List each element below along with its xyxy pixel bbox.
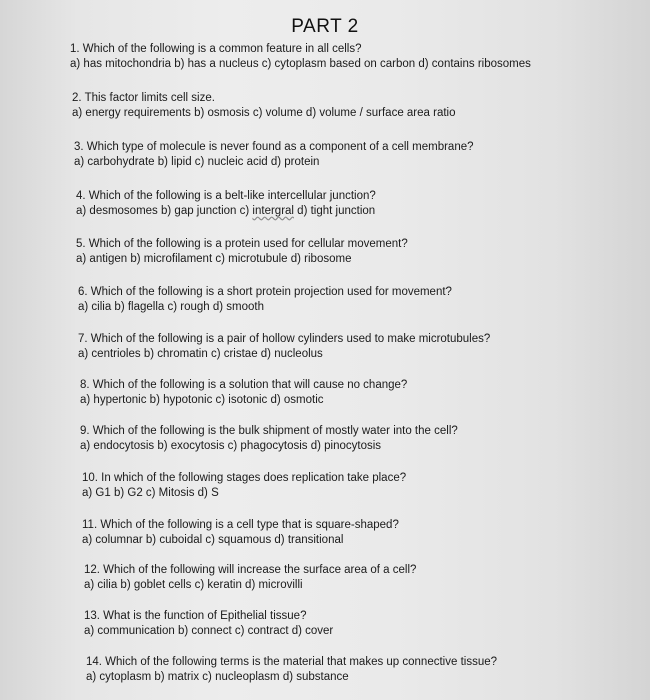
question-text: 12. Which of the following will increase the surface area of a cell? xyxy=(84,564,417,576)
answer-options: a) has mitochondria b) has a nucleus c) cytoplasm based on carbon d) contains ribosomes xyxy=(70,58,531,70)
question-text: 10. In which of the following stages does replication take place? xyxy=(82,472,407,484)
question-text: 8. Which of the following is a solution that will cause no change? xyxy=(80,379,408,391)
answer-options: a) cilia b) goblet cells c) keratin d) microvilli xyxy=(84,579,303,591)
question-text: 13. What is the function of Epithelial tissue? xyxy=(84,610,307,622)
question-9 xyxy=(80,424,458,454)
question-3 xyxy=(74,140,474,170)
question-1 xyxy=(70,42,531,72)
question-6 xyxy=(78,285,452,315)
question-text: 7. Which of the following is a pair of hollow cylinders used to make microtubules? xyxy=(78,333,491,345)
question-text: 5. Which of the following is a protein used for cellular movement? xyxy=(76,238,408,250)
answer-options xyxy=(76,204,376,219)
answer-options: a) carbohydrate b) lipid c) nucleic acid d) protein xyxy=(74,156,320,168)
question-10 xyxy=(82,471,406,501)
question-text: 1. Which of the following is a common feature in all cells? xyxy=(70,43,362,55)
question-5 xyxy=(76,237,408,267)
question-text: 14. Which of the following terms is the material that makes up connective tissue? xyxy=(86,656,498,668)
question-14 xyxy=(86,655,497,685)
question-text: 3. Which type of molecule is never found as a component of a cell membrane? xyxy=(74,141,474,153)
question-13 xyxy=(84,609,333,639)
question-text: 6. Which of the following is a short protein projection used for movement? xyxy=(78,286,452,298)
question-text: 11. Which of the following is a cell type that is square-shaped? xyxy=(82,519,399,531)
misspelled-word: intergral xyxy=(252,205,294,217)
question-11 xyxy=(82,518,399,548)
answer-options: a) communication b) connect c) contract d) cover xyxy=(84,625,334,637)
question-2 xyxy=(72,91,456,121)
question-7 xyxy=(78,332,490,362)
question-12 xyxy=(84,563,416,593)
answer-options: a) cytoplasm b) matrix c) nucleoplasm d) substance xyxy=(86,671,349,683)
answer-options-part: d) tight junction xyxy=(293,205,376,217)
question-4 xyxy=(76,189,376,219)
question-text: 2. This factor limits cell size. xyxy=(72,92,215,104)
question-text: 4. Which of the following is a belt-like intercellular junction? xyxy=(76,190,376,202)
answer-options: a) cilia b) flagella c) rough d) smooth xyxy=(78,301,264,313)
answer-options: a) G1 b) G2 c) Mitosis d) S xyxy=(82,487,219,499)
answer-options: a) columnar b) cuboidal c) squamous d) transitional xyxy=(82,534,344,546)
question-text: 9. Which of the following is the bulk shipment of mostly water into the cell? xyxy=(80,425,458,437)
answer-options: a) hypertonic b) hypotonic c) isotonic d) osmotic xyxy=(80,394,324,406)
answer-options: a) endocytosis b) exocytosis c) phagocytosis d) pinocytosis xyxy=(80,440,382,452)
answer-options: a) energy requirements b) osmosis c) volume d) volume / surface area ratio xyxy=(72,107,456,119)
answer-options-part: a) desmosomes b) gap junction c) xyxy=(76,205,253,217)
answer-options: a) centrioles b) chromatin c) cristae d) nucleolus xyxy=(78,348,323,360)
answer-options: a) antigen b) microfilament c) microtubule d) ribosome xyxy=(76,253,352,265)
question-8 xyxy=(80,378,407,408)
page-title: PART 2 xyxy=(291,16,359,37)
